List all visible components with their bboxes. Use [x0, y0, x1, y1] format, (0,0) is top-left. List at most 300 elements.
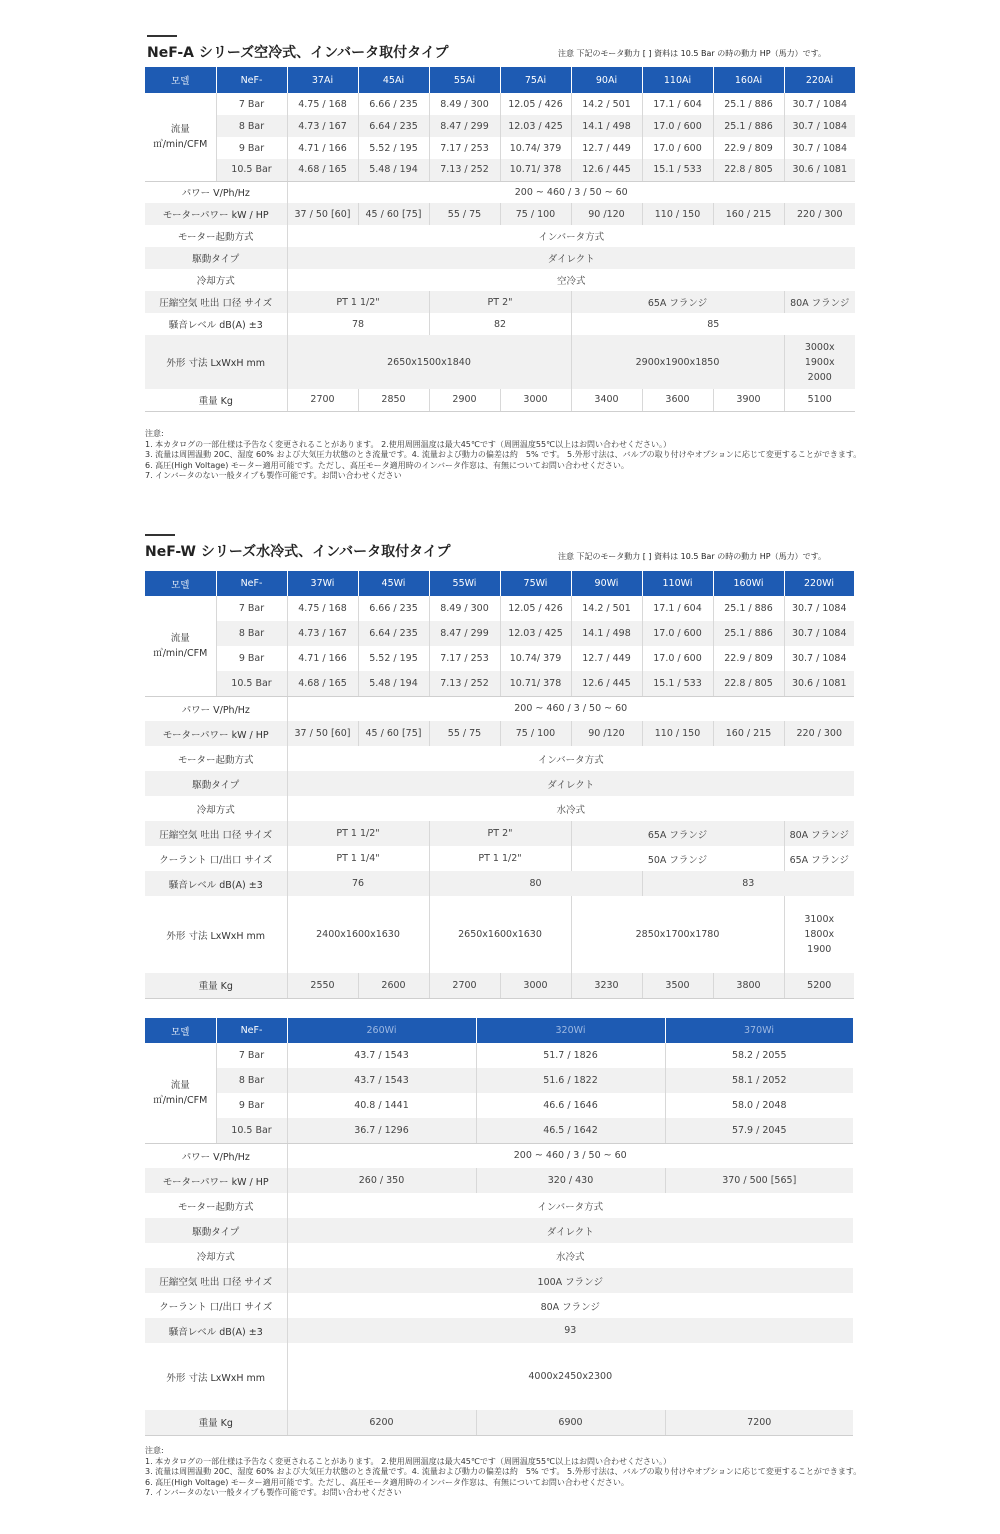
- flow-label-1: 流量: [170, 123, 190, 135]
- motor-row: [145, 1168, 853, 1193]
- start-row: [145, 746, 854, 771]
- weight-cell: 3230: [571, 973, 642, 998]
- flow-cell: 12.6 / 445: [571, 671, 642, 696]
- start-value: インバータ方式: [537, 1201, 604, 1213]
- flow-row: [145, 1068, 853, 1093]
- flow-cell: 43.7 / 1543: [287, 1068, 476, 1093]
- model-col: 220Wi: [784, 571, 854, 596]
- flow-cell: 12.6 / 445: [571, 159, 642, 181]
- dims-cell: 2650x1500x1840: [287, 335, 571, 389]
- weight-label: 重量 Kg: [145, 389, 287, 411]
- weight-row: [145, 389, 855, 411]
- motor-cell: 90 /120: [571, 203, 642, 225]
- flow-row: [145, 1093, 853, 1118]
- dims-line: 1800x: [804, 929, 835, 940]
- flow-cell: 10.71/ 378: [500, 159, 571, 181]
- section-w-title: NeF-W シリーズ水冷式、インバータ取付タイプ: [145, 544, 451, 560]
- power-row: [145, 1143, 853, 1168]
- bar-label: 9 Bar: [216, 137, 287, 159]
- weight-cell: 5100: [784, 389, 855, 411]
- flow-cell: 12.03 / 425: [500, 115, 571, 137]
- flow-cell: 4.75 / 168: [287, 93, 358, 115]
- flow-row: [145, 1118, 853, 1143]
- flow-row: [145, 596, 854, 621]
- flow-cell: 17.0 / 600: [642, 646, 713, 671]
- flow-cell: 25.1 / 886: [713, 115, 784, 137]
- flow-cell: 8.47 / 299: [429, 621, 500, 646]
- section-w-title-bar: [145, 534, 175, 536]
- flow-cell: 46.5 / 1642: [476, 1118, 665, 1143]
- bar-label: 9 Bar: [216, 1093, 287, 1118]
- noise-cell: 85: [707, 318, 720, 330]
- flow-cell: 22.8 / 805: [713, 671, 784, 696]
- drive-value: ダイレクト: [287, 1218, 853, 1243]
- coolant-row: [145, 846, 854, 871]
- dims-cell: 2650x1600x1630: [429, 896, 571, 973]
- dims-line: 3100x: [804, 914, 835, 925]
- motor-cell: 55 / 75: [429, 721, 500, 746]
- flow-cell: 10.74/ 379: [500, 646, 571, 671]
- cooling-row: [145, 796, 854, 821]
- flow-cell: 12.7 / 449: [571, 646, 642, 671]
- flow-cell: 15.1 / 533: [642, 159, 713, 181]
- flow-cell: 6.64 / 235: [358, 115, 429, 137]
- dims-cell: 2900x1900x1850: [571, 335, 784, 389]
- noise-row: [145, 1318, 853, 1343]
- motor-label: モーターパワー kW / HP: [145, 1168, 287, 1193]
- weight-row: [145, 1410, 853, 1435]
- start-row: [145, 1193, 853, 1218]
- flow-cell: 5.52 / 195: [358, 646, 429, 671]
- flow-cell: 22.9 / 809: [713, 646, 784, 671]
- coolant-cell: PT 1 1/2": [429, 846, 571, 871]
- flow-cell: 8.47 / 299: [429, 115, 500, 137]
- motor-cell: 75 / 100: [500, 203, 571, 225]
- flow-cell: 10.74/ 379: [500, 137, 571, 159]
- coolant-row: [145, 1293, 853, 1318]
- motor-cell: 55 / 75: [429, 203, 500, 225]
- flow-cell: 43.7 / 1543: [287, 1043, 476, 1068]
- motor-row: [145, 721, 854, 746]
- flow-cell: 58.1 / 2052: [665, 1068, 853, 1093]
- outlet-cell: PT 2": [429, 821, 571, 846]
- dims-label: 外形 寸法 LxWxH mm: [145, 896, 287, 973]
- model-col: 260Wi: [287, 1018, 476, 1043]
- outlet-cell: 80A フランジ: [784, 291, 855, 313]
- prefix-header: NeF-: [216, 571, 287, 596]
- noise-label: 騒音レベル dB(A) ±3: [145, 871, 287, 896]
- prefix-header: NeF-: [216, 67, 287, 93]
- flow-cell: 30.7 / 1084: [784, 621, 854, 646]
- prefix-header: NeF-: [216, 1018, 287, 1043]
- motor-cell: 220 / 300: [784, 721, 854, 746]
- model-col: 55Ai: [429, 67, 500, 93]
- flow-row: [145, 115, 855, 137]
- flow-label-1: 流量: [170, 632, 190, 644]
- dims-cell: 2400x1600x1630: [287, 896, 429, 973]
- noise-row: [145, 871, 854, 896]
- flow-cell: 51.7 / 1826: [476, 1043, 665, 1068]
- flow-cell: 4.68 / 165: [287, 671, 358, 696]
- bar-label: 7 Bar: [216, 596, 287, 621]
- cooling-value: 水冷式: [556, 804, 585, 816]
- flow-cell: 4.71 / 166: [287, 137, 358, 159]
- flow-cell: 12.05 / 426: [500, 93, 571, 115]
- bar-label: 10.5 Bar: [216, 671, 287, 696]
- noise-label: 騒音レベル dB(A) ±3: [145, 1318, 287, 1343]
- notes-head: 注意:: [145, 429, 164, 438]
- flow-cell: 7.17 / 253: [429, 137, 500, 159]
- section-w2-spec-table: [145, 1018, 854, 1436]
- weight-cell: 6900: [476, 1410, 665, 1435]
- power-value: 200 ~ 460 / 3 / 50 ~ 60: [513, 1150, 627, 1162]
- flow-cell: 6.64 / 235: [358, 621, 429, 646]
- motor-cell: 370 / 500 [565]: [665, 1168, 853, 1193]
- model-col: 90Ai: [571, 67, 642, 93]
- outlet-cell: 65A フランジ: [571, 821, 784, 846]
- flow-cell: 12.7 / 449: [571, 137, 642, 159]
- dims-row: [145, 1343, 853, 1410]
- flow-cell: 17.0 / 600: [642, 137, 713, 159]
- flow-label-2: ㎥/min/CFM: [153, 1094, 208, 1106]
- flow-cell: 4.75 / 168: [287, 596, 358, 621]
- model-col: 220Ai: [784, 67, 855, 93]
- flow-cell: 6.66 / 235: [358, 596, 429, 621]
- model-header: 모델: [145, 67, 216, 93]
- noise-cell: 82: [429, 313, 571, 335]
- drive-row: [145, 1218, 853, 1243]
- dims-line: 1900: [807, 944, 832, 955]
- start-label: モーター起動方式: [145, 1193, 287, 1218]
- flow-cell: 58.0 / 2048: [731, 1100, 787, 1111]
- weight-cell: 3000: [500, 389, 571, 411]
- cooling-value: 水冷式: [555, 1251, 585, 1263]
- motor-row: [145, 203, 855, 225]
- model-col: 160Wi: [713, 571, 784, 596]
- power-row: [145, 181, 855, 203]
- weight-cell: 2600: [358, 973, 429, 998]
- model-col: 110Ai: [642, 67, 713, 93]
- motor-label: モーターパワー kW / HP: [145, 721, 287, 746]
- motor-cell: 160 / 215: [713, 721, 784, 746]
- flow-cell: 46.6 / 1646: [476, 1093, 665, 1118]
- drive-label: 駆動タイプ: [145, 771, 287, 796]
- noise-cell: 78: [287, 313, 429, 335]
- power-value: 200 ~ 460 / 3 / 50 ~ 60: [514, 703, 628, 715]
- flow-cell: 4.68 / 165: [287, 159, 358, 181]
- notes-line: 7. インバータのない一般タイプも製作可能です。お問い合わせください: [145, 471, 402, 480]
- coolant-cell: 65A フランジ: [789, 854, 849, 866]
- weight-cell: 6200: [287, 1410, 476, 1435]
- noise-row: [145, 313, 855, 335]
- flow-cell: 14.2 / 501: [571, 596, 642, 621]
- coolant-label: クーラント 口/出口 サイズ: [145, 1293, 287, 1318]
- flow-cell: 4.71 / 166: [287, 646, 358, 671]
- motor-cell: 37 / 50 [60]: [287, 203, 358, 225]
- model-col: 37Ai: [287, 67, 358, 93]
- outlet-row: [145, 1268, 853, 1293]
- flow-cell: 51.6 / 1822: [476, 1068, 665, 1093]
- coolant-value: 80A フランジ: [540, 1301, 600, 1313]
- outlet-cell: PT 1 1/2": [287, 291, 429, 313]
- weight-label: 重量 Kg: [145, 973, 287, 998]
- noise-cell: 80: [429, 871, 642, 896]
- flow-cell: 22.9 / 809: [713, 137, 784, 159]
- flow-cell: 30.7 / 1084: [791, 603, 847, 614]
- model-col: 90Wi: [571, 571, 642, 596]
- dims-label: 外形 寸法 LxWxH mm: [145, 335, 287, 389]
- section-a-spec-table: [145, 67, 856, 412]
- flow-row: [145, 1043, 853, 1068]
- power-label: パワー V/Ph/Hz: [145, 181, 287, 203]
- outlet-cell: 65A フランジ: [571, 291, 784, 313]
- flow-cell: 8.49 / 300: [429, 596, 500, 621]
- dims-label: 外形 寸法 LxWxH mm: [145, 1343, 287, 1410]
- weight-cell: 3500: [642, 973, 713, 998]
- flow-cell: 4.73 / 167: [287, 621, 358, 646]
- outlet-cell: PT 1 1/2": [287, 821, 429, 846]
- drive-label: 駆動タイプ: [145, 247, 287, 269]
- model-col: 37Wi: [287, 571, 358, 596]
- flow-cell: 14.1 / 498: [571, 621, 642, 646]
- flow-label: [145, 93, 216, 181]
- model-col: 320Wi: [476, 1018, 665, 1043]
- weight-cell: 2700: [287, 389, 358, 411]
- cooling-row: [145, 269, 855, 291]
- dims-cell-stacked: [784, 896, 854, 973]
- weight-cell: 2700: [429, 973, 500, 998]
- notes-line: 1. 本カタログの一部仕様は予告なく変更されることがあります。 2.使用周囲温度は最大45℃です（周囲温度55℃以上はお問い合わせください。）: [145, 1456, 672, 1466]
- motor-cell: 260 / 350: [287, 1168, 476, 1193]
- outlet-value: 100A フランジ: [287, 1268, 853, 1293]
- coolant-label: クーラント 口/出口 サイズ: [145, 846, 287, 871]
- coolant-cell: 50A フランジ: [571, 846, 784, 871]
- flow-cell: 4.73 / 167: [287, 115, 358, 137]
- flow-row: [145, 621, 854, 646]
- flow-cell: 57.9 / 2045: [665, 1118, 853, 1143]
- flow-cell: 5.48 / 194: [358, 671, 429, 696]
- weight-cell: 2850: [358, 389, 429, 411]
- cooling-value: 空冷式: [556, 276, 586, 287]
- model-col: 75Ai: [500, 67, 571, 93]
- cooling-label: 冷却方式: [145, 269, 287, 291]
- flow-label: [145, 596, 216, 696]
- motor-cell: 220 / 300: [784, 203, 855, 225]
- outlet-cell: PT 2": [429, 291, 571, 313]
- bar-label: 7 Bar: [216, 1043, 287, 1068]
- notes-head: 注意:: [145, 1446, 164, 1455]
- flow-row: [145, 159, 855, 181]
- flow-cell: 14.2 / 501: [571, 93, 642, 115]
- weight-row: [145, 973, 854, 998]
- power-label: パワー V/Ph/Hz: [145, 696, 287, 721]
- flow-cell: 30.7 / 1084: [792, 142, 848, 154]
- weight-cell: 2550: [287, 973, 358, 998]
- outlet-label: 圧縮空気 吐出 口径 サイズ: [145, 1268, 287, 1293]
- flow-cell: 17.1 / 604: [642, 596, 713, 621]
- weight-cell: 7200: [665, 1410, 853, 1435]
- outlet-row: [145, 821, 854, 846]
- dims-row: [145, 335, 855, 389]
- flow-cell: 25.1 / 886: [713, 621, 784, 646]
- section-w-spec-table: [145, 571, 855, 999]
- dims-line: 3000x: [804, 341, 835, 353]
- flow-row: [145, 671, 854, 696]
- model-col: 45Ai: [358, 67, 429, 93]
- motor-cell: 160 / 215: [713, 203, 784, 225]
- bar-label: 10.5 Bar: [216, 1118, 287, 1143]
- section-a-notes: [145, 429, 861, 482]
- outlet-row: [145, 291, 855, 313]
- motor-cell: 90 /120: [571, 721, 642, 746]
- notes-line: 7. インバータのない一般タイプも製作可能です。お問い合わせください: [145, 1488, 402, 1497]
- model-col: 45Wi: [358, 571, 429, 596]
- start-value: インバータ方式: [537, 754, 604, 766]
- flow-cell: 7.13 / 252: [429, 159, 500, 181]
- noise-cell: 76: [287, 871, 429, 896]
- section-w-note: 注意 下記のモータ動力 [ ] 資料は 10.5 Bar の時の動力 HP（馬力）です。: [558, 552, 826, 561]
- dims-cell: 2850x1700x1780: [571, 896, 784, 973]
- flow-row: [145, 646, 854, 671]
- start-row: [145, 225, 855, 247]
- motor-label: モーターパワー kW / HP: [145, 203, 287, 225]
- section-a-title-bar: [147, 35, 177, 37]
- drive-value: ダイレクト: [287, 771, 854, 796]
- flow-cell: 58.2 / 2055: [731, 1050, 787, 1061]
- outlet-cell: 80A フランジ: [784, 821, 854, 846]
- flow-label-1: 流量: [170, 1079, 190, 1091]
- section-a-note: 注意 下記のモータ動力 [ ] 資料は 10.5 Bar の時の動力 HP（馬力）です。: [558, 49, 826, 58]
- dims-row: [145, 896, 854, 973]
- model-col: 55Wi: [429, 571, 500, 596]
- drive-value: ダイレクト: [287, 247, 855, 269]
- motor-cell: 110 / 150: [642, 721, 713, 746]
- flow-label-2: ㎥/min/CFM: [153, 647, 208, 659]
- motor-cell: 37 / 50 [60]: [287, 721, 358, 746]
- dims-line: 2000: [807, 371, 832, 383]
- noise-label: 騒音レベル dB(A) ±3: [145, 313, 287, 335]
- flow-cell: 14.1 / 498: [571, 115, 642, 137]
- model-header: 모델: [145, 571, 216, 596]
- flow-label: [145, 1043, 216, 1143]
- weight-cell: 2900: [429, 389, 500, 411]
- weight-cell: 3800: [713, 973, 784, 998]
- flow-cell: 12.03 / 425: [500, 621, 571, 646]
- flow-cell: 22.8 / 805: [713, 159, 784, 181]
- flow-cell: 36.7 / 1296: [287, 1118, 476, 1143]
- flow-cell: 5.52 / 195: [358, 137, 429, 159]
- motor-cell: 110 / 150: [642, 203, 713, 225]
- notes-line: 3. 流量は周囲温動 20C、湿度 60% および大気圧力状態のとき流量です。4. 流量および動力の偏差は約 5% です。 5.外形寸法は、バルブの取り付けやオプションに応じて変更することができます。: [145, 1467, 862, 1476]
- model-header: 모델: [145, 1018, 216, 1043]
- flow-cell: 5.48 / 194: [358, 159, 429, 181]
- model-col: 110Wi: [642, 571, 713, 596]
- model-col: 160Ai: [713, 67, 784, 93]
- section-a-title: NeF-A シリーズ空冷式、インバータ取付タイプ: [147, 45, 449, 61]
- flow-cell: 8.49 / 300: [429, 93, 500, 115]
- bar-label: 8 Bar: [216, 1068, 287, 1093]
- bar-label: 8 Bar: [216, 621, 287, 646]
- flow-cell: 25.1 / 886: [713, 596, 784, 621]
- notes-line: 1. 本カタログの一部仕様は予告なく変更されることがあります。 2.使用周囲温度は最大45℃です（周囲温度55℃以上はお問い合わせください。）: [145, 439, 672, 449]
- dims-value: 4000x2450x2300: [528, 1371, 613, 1382]
- notes-line: 3. 流量は周囲温動 20C、湿度 60% および大気圧力状態のとき流量です。4. 流量および動力の偏差は約 5% です。 5.外形寸法は、バルブの取り付けやオプションに応じて変更することができます。: [145, 450, 862, 459]
- flow-cell: 10.71/ 378: [500, 671, 571, 696]
- flow-cell: 17.1 / 604: [642, 93, 713, 115]
- flow-row: [145, 93, 855, 115]
- section-w-notes: [145, 1446, 861, 1499]
- flow-cell: 30.7 / 1084: [784, 115, 855, 137]
- weight-cell: 5200: [784, 973, 854, 998]
- flow-cell: 30.6 / 1081: [784, 159, 855, 181]
- notes-line: 6. 高圧(High Voltage) モーター適用可能です。ただし、高圧モータ適用時のインバータ作窓は、有無についてお問い合わせください。: [145, 460, 629, 470]
- motor-cell: 320 / 430: [476, 1168, 665, 1193]
- weight-label: 重量 Kg: [145, 1410, 287, 1435]
- cooling-label: 冷却方式: [145, 1243, 287, 1268]
- flow-cell: 17.0 / 600: [642, 115, 713, 137]
- flow-cell: 40.8 / 1441: [287, 1093, 476, 1118]
- weight-cell: 3600: [642, 389, 713, 411]
- flow-cell: 30.7 / 1084: [791, 653, 847, 664]
- model-col: 370Wi: [665, 1018, 853, 1043]
- dims-line: 1900x: [804, 356, 835, 368]
- motor-cell: 45 / 60 [75]: [358, 203, 429, 225]
- flow-cell: 17.0 / 600: [642, 621, 713, 646]
- flow-cell: 7.17 / 253: [429, 646, 500, 671]
- noise-cell: 83: [642, 871, 854, 896]
- notes-line: 6. 高圧(High Voltage) モーター適用可能です。ただし、高圧モータ適用時のインバータ作窓は、有無についてお問い合わせください。: [145, 1477, 629, 1487]
- weight-cell: 3000: [500, 973, 571, 998]
- bar-label: 8 Bar: [216, 115, 287, 137]
- header-row: [145, 1018, 853, 1043]
- model-col: 75Wi: [500, 571, 571, 596]
- cooling-label: 冷却方式: [145, 796, 287, 821]
- flow-cell: 6.66 / 235: [358, 93, 429, 115]
- bar-label: 10.5 Bar: [216, 159, 287, 181]
- bar-label: 7 Bar: [216, 93, 287, 115]
- start-label: モーター起動方式: [145, 746, 287, 771]
- header-row: [145, 67, 855, 93]
- drive-row: [145, 771, 854, 796]
- flow-cell: 15.1 / 533: [642, 671, 713, 696]
- header-row: [145, 571, 854, 596]
- flow-row: [145, 137, 855, 159]
- power-label: パワー V/Ph/Hz: [145, 1143, 287, 1168]
- power-value: 200 ~ 460 / 3 / 50 ~ 60: [514, 186, 628, 198]
- weight-cell: 3900: [713, 389, 784, 411]
- cooling-row: [145, 1243, 853, 1268]
- flow-cell: 30.7 / 1084: [792, 98, 848, 110]
- outlet-label: 圧縮空気 吐出 口径 サイズ: [145, 291, 287, 313]
- coolant-cell: PT 1 1/4": [287, 846, 429, 871]
- bar-label: 9 Bar: [216, 646, 287, 671]
- power-row: [145, 696, 854, 721]
- flow-cell: 30.6 / 1081: [784, 671, 854, 696]
- outlet-label: 圧縮空気 吐出 口径 サイズ: [145, 821, 287, 846]
- drive-row: [145, 247, 855, 269]
- weight-cell: 3400: [571, 389, 642, 411]
- drive-label: 駆動タイプ: [145, 1218, 287, 1243]
- flow-cell: 12.05 / 426: [500, 596, 571, 621]
- start-value: インバータ方式: [538, 232, 605, 243]
- dims-cell-stacked: [784, 335, 855, 389]
- motor-cell: 45 / 60 [75]: [358, 721, 429, 746]
- motor-cell: 75 / 100: [500, 721, 571, 746]
- flow-cell: 25.1 / 886: [713, 93, 784, 115]
- noise-value: 93: [287, 1318, 853, 1343]
- flow-label-2: ㎥/min/CFM: [153, 138, 208, 150]
- start-label: モーター起動方式: [145, 225, 287, 247]
